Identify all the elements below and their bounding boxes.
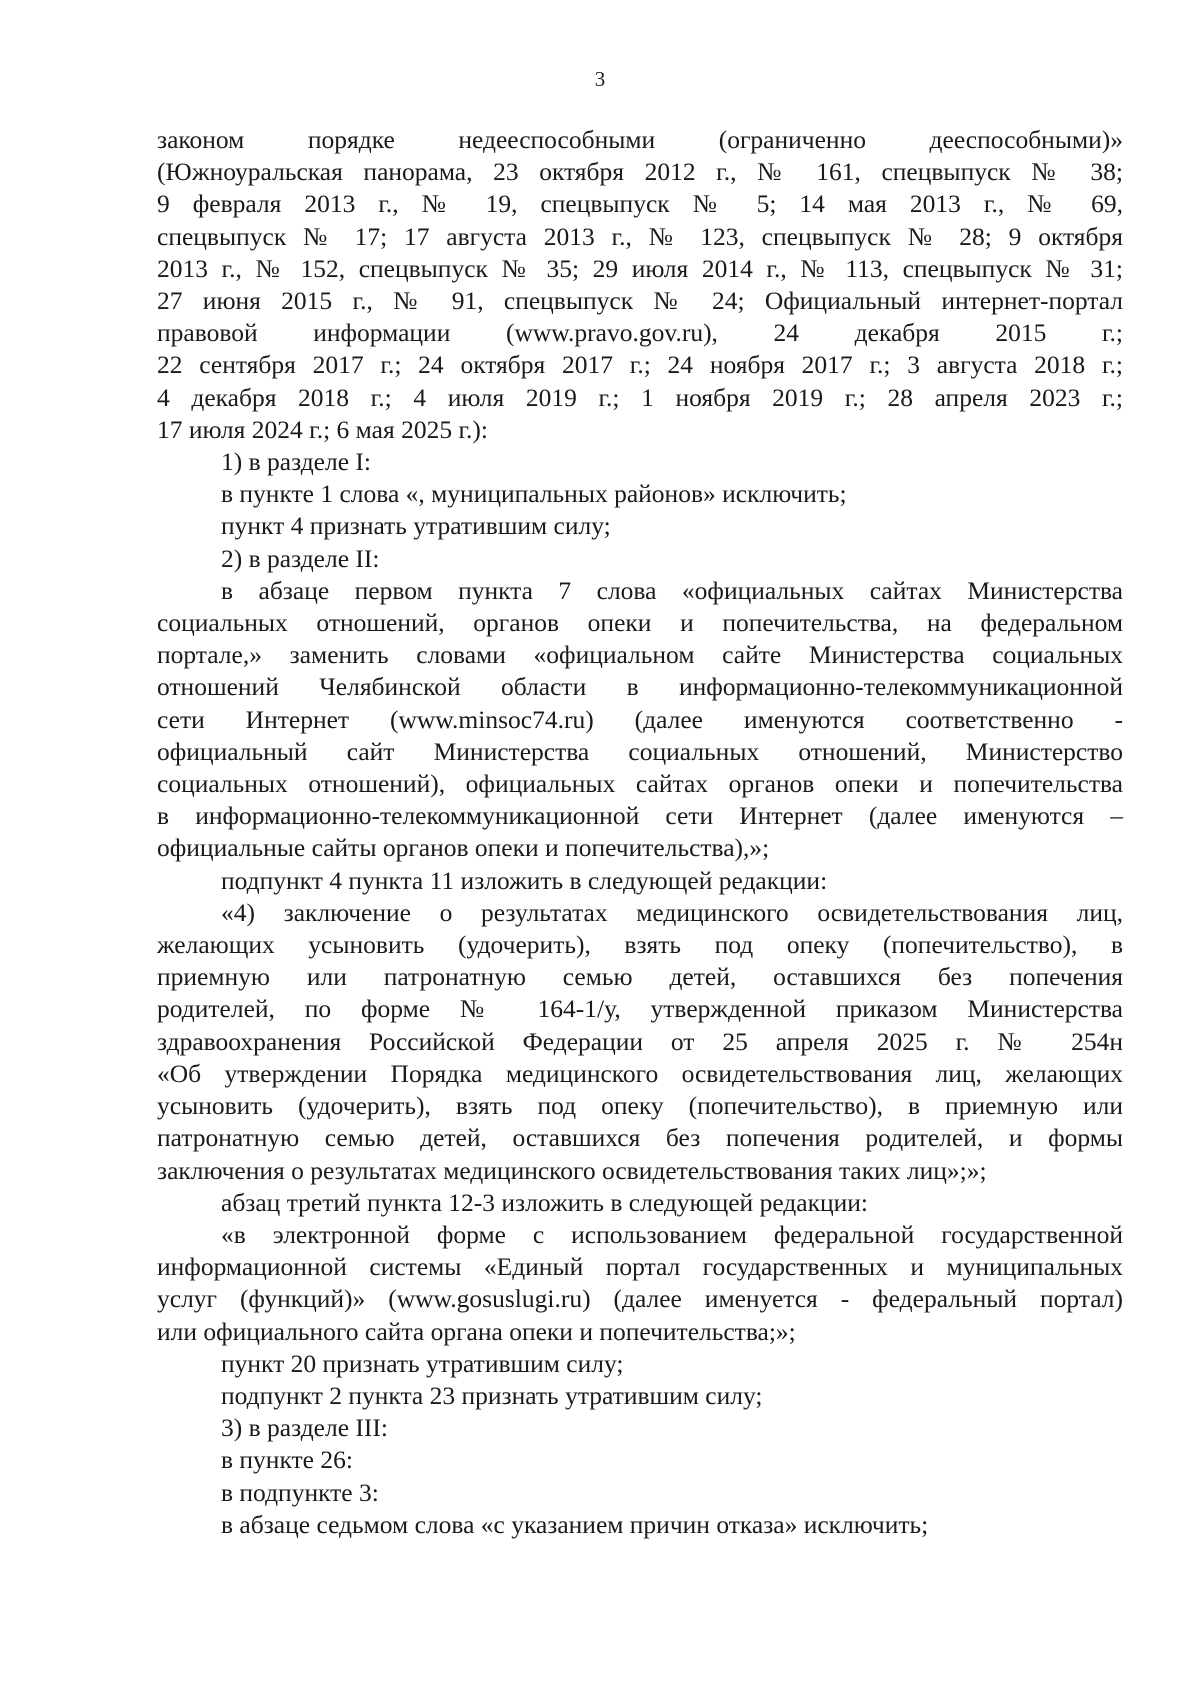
section-heading: 1) в разделе I: <box>221 447 371 477</box>
page-number: 3 <box>594 67 606 91</box>
text-line: 22 сентября 2017 г.; 24 октября 2017 г.; 24 ноября 2017 г.; 3 августа 2018 г.; <box>157 350 1123 380</box>
section-heading: 2) в разделе II: <box>221 543 380 573</box>
text-line: абзац третий пункта 12-3 изложить в следующей редакции: <box>221 1187 869 1217</box>
text-line: родителей, по форме № 164-1/у, утвержденной приказом Министерства <box>157 994 1123 1024</box>
document-body <box>157 124 1123 1541</box>
text-line: патронатную семью детей, оставшихся без попечения родителей, и формы <box>157 1123 1123 1153</box>
text-line: 2013 г., № 152, спецвыпуск № 35; 29 июля 2014 г., № 113, спецвыпуск № 31; <box>157 253 1123 283</box>
text-line: «4) заключение о результатах медицинского освидетельствования лиц, <box>221 897 1123 927</box>
section-heading: 3) в разделе III: <box>221 1413 388 1443</box>
text-line: усыновить (удочерить), взять под опеку (попечительство), в приемную или <box>157 1091 1123 1121</box>
text-line: заключения о результатах медицинского освидетельствования таких лиц»;»; <box>157 1155 987 1185</box>
text-line: социальных отношений), официальных сайтах органов опеки и попечительства <box>157 769 1123 799</box>
text-line: пункт 4 признать утратившим силу; <box>221 511 611 541</box>
text-line: портале,» заменить словами «официальном сайте Министерства социальных <box>157 640 1123 670</box>
text-line: спецвыпуск № 17; 17 августа 2013 г., № 123, спецвыпуск № 28; 9 октября <box>157 221 1123 251</box>
text-line: в абзаце седьмом слова «с указанием причин отказа» исключить; <box>221 1509 929 1539</box>
text-line: информационной системы «Единый портал государственных и муниципальных <box>157 1252 1123 1282</box>
text-line: (Южноуральская панорама, 23 октября 2012 г., № 161, спецвыпуск № 38; <box>157 157 1123 187</box>
text-line: здравоохранения Российской Федерации от 25 апреля 2025 г. № 254н <box>157 1026 1123 1056</box>
text-line: 17 июля 2024 г.; 6 мая 2025 г.): <box>157 414 488 444</box>
text-line: социальных отношений, органов опеки и попечительства, на федеральном <box>157 608 1123 638</box>
text-line: правовой информации (www.pravo.gov.ru), 24 декабря 2015 г.; <box>157 318 1123 348</box>
text-line: отношений Челябинской области в информационно-телекоммуникационной <box>157 672 1123 702</box>
text-line: услуг (функций)» (www.gosuslugi.ru) (далее именуется - федеральный портал) <box>157 1284 1123 1314</box>
text-line: «Об утверждении Порядка медицинского освидетельствования лиц, желающих <box>157 1058 1123 1088</box>
text-line: в пункте 1 слова «, муниципальных районов» исключить; <box>221 479 847 509</box>
text-line: «в электронной форме с использованием федеральной государственной <box>221 1219 1123 1249</box>
text-line: в подпункте 3: <box>221 1477 379 1507</box>
text-line: подпункт 2 пункта 23 признать утратившим силу; <box>221 1380 763 1410</box>
text-line: 9 февраля 2013 г., № 19, спецвыпуск № 5; 14 мая 2013 г., № 69, <box>157 189 1123 219</box>
text-line: 4 декабря 2018 г.; 4 июля 2019 г.; 1 ноября 2019 г.; 28 апреля 2023 г.; <box>157 382 1123 412</box>
text-line: законом порядке недееспособными (ограниченно дееспособными)» <box>157 125 1123 154</box>
text-line: или официального сайта органа опеки и попечительства;»; <box>157 1316 796 1346</box>
text-line: официальный сайт Министерства социальных отношений, Министерство <box>157 736 1123 766</box>
text-line: в абзаце первом пункта 7 слова «официальных сайтах Министерства <box>221 575 1123 605</box>
text-line: приемную или патронатную семью детей, оставшихся без попечения <box>157 962 1123 992</box>
text-line: желающих усыновить (удочерить), взять под опеку (попечительство), в <box>157 930 1123 960</box>
text-line: в пункте 26: <box>221 1445 353 1475</box>
text-line: официальные сайты органов опеки и попечительства),»; <box>157 833 770 863</box>
text-line: 27 июня 2015 г., № 91, спецвыпуск № 24; Официальный интернет-портал <box>157 286 1123 316</box>
text-line: пункт 20 признать утратившим силу; <box>221 1348 624 1378</box>
text-line: сети Интернет (www.minsoc74.ru) (далее именуются соответственно - <box>157 704 1123 734</box>
text-line: подпункт 4 пункта 11 изложить в следующей редакции: <box>221 865 828 895</box>
text-line: в информационно-телекоммуникационной сети Интернет (далее именуются – <box>157 801 1123 831</box>
